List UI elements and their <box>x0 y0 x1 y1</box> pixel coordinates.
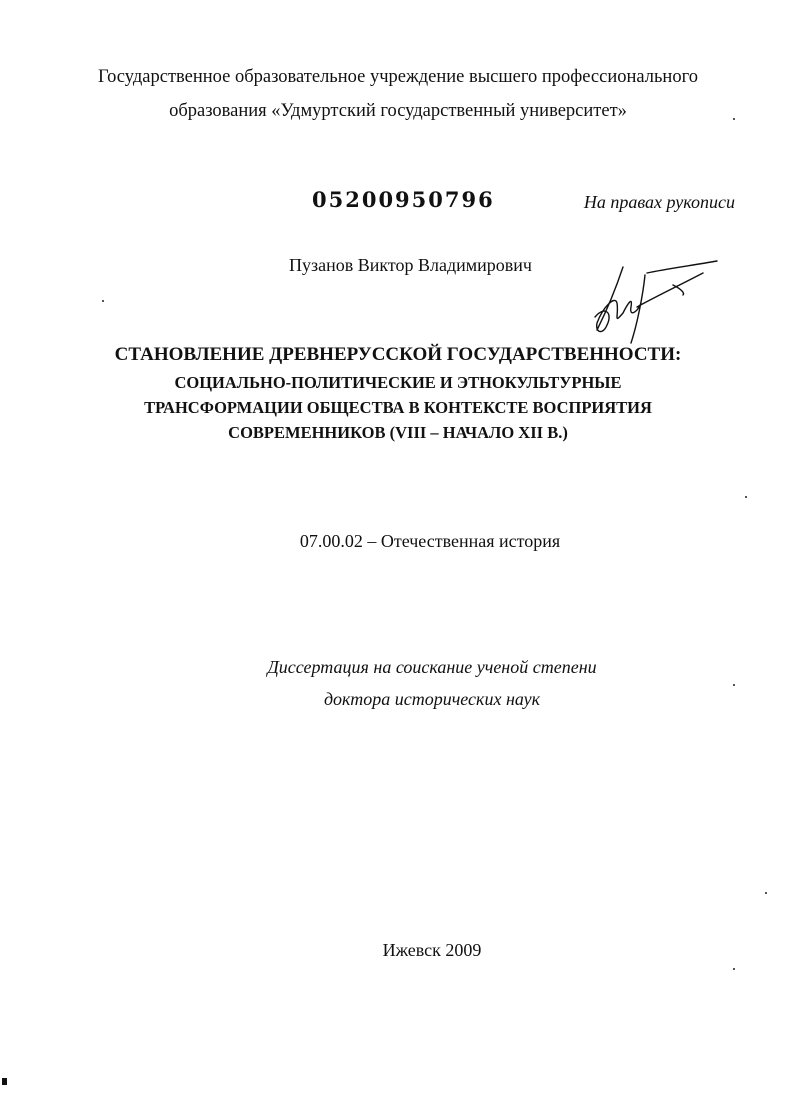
degree-line-2: доктора исторических наук <box>323 689 541 709</box>
manuscript-note: На правах рукописи <box>583 192 735 212</box>
signature-icon <box>585 255 720 345</box>
scan-speck <box>745 496 747 498</box>
scan-mark <box>2 1078 7 1085</box>
degree-line-1: Диссертация на соискание ученой степени <box>267 657 597 677</box>
scan-speck <box>765 892 767 894</box>
institution-line-1: Государственное образовательное учреждение высшего профессионального <box>98 67 698 87</box>
scan-speck <box>733 684 735 686</box>
title-line-4: СОВРЕМЕННИКОВ (VIII – НАЧАЛО XII В.) <box>228 423 568 442</box>
author-name: Пузанов Виктор Владимирович <box>289 255 532 275</box>
institution-line-2: образования «Удмуртский государственный университет» <box>169 101 627 121</box>
specialty: 07.00.02 – Отечественная история <box>299 531 561 551</box>
scan-speck <box>733 968 735 970</box>
scan-speck <box>102 300 104 302</box>
scan-speck <box>733 118 735 120</box>
place-year: Ижевск 2009 <box>382 940 482 960</box>
registration-number: 05200950796 <box>312 187 495 212</box>
title-line-2: СОЦИАЛЬНО-ПОЛИТИЧЕСКИЕ И ЭТНОКУЛЬТУРНЫЕ <box>174 373 622 392</box>
title-line-1: СТАНОВЛЕНИЕ ДРЕВНЕРУССКОЙ ГОСУДАРСТВЕННОСТИ: <box>114 344 682 365</box>
title-line-3: ТРАНСФОРМАЦИИ ОБЩЕСТВА В КОНТЕКСТЕ ВОСПРИЯТИЯ <box>144 398 652 417</box>
